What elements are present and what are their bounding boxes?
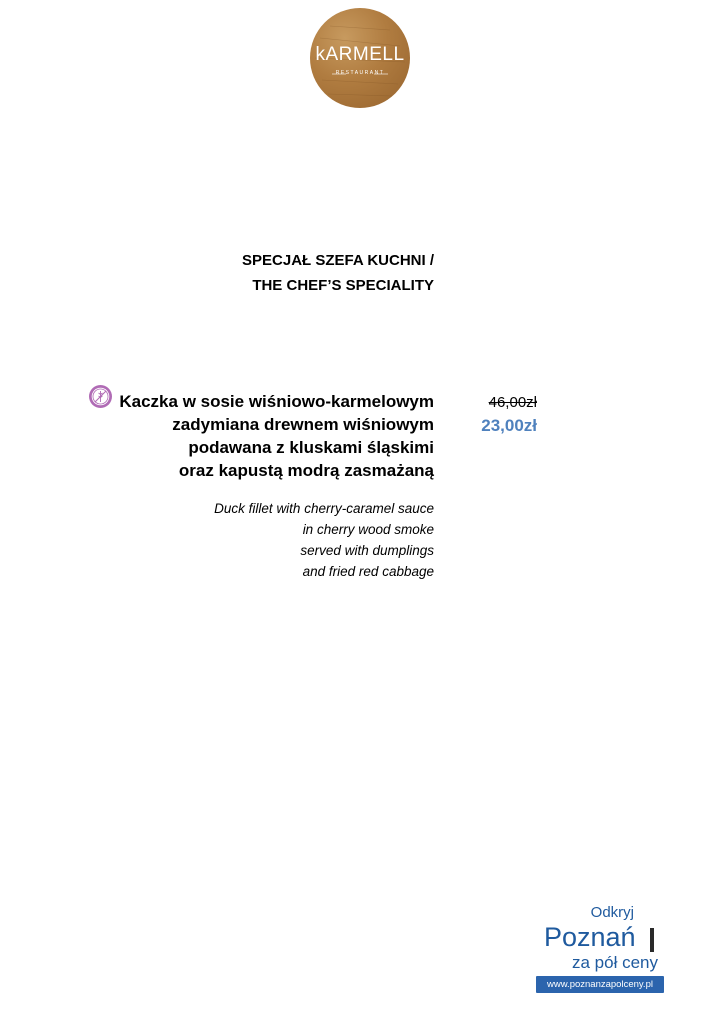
dish-pl-line: podawana z kluskami śląskimi <box>188 438 434 457</box>
promo-line-3: za pół ceny <box>572 953 658 972</box>
heading-line-1: SPECJAŁ SZEFA KUCHNI / <box>242 252 434 269</box>
promo-url: www.poznanzapolceny.pl <box>536 976 664 993</box>
dish-pl-line: zadymiana drewnem wiśniowym <box>172 415 434 434</box>
dish-name-polish <box>119 390 434 482</box>
dish-en-line: served with dumplings <box>300 543 434 558</box>
logo-subtitle: RESTAURANT <box>335 70 385 76</box>
dish-pl-line: Kaczka w sosie wiśniowo-karmelowym <box>119 392 434 411</box>
dish-pl-line: oraz kapustą modrą zasmażaną <box>178 461 434 480</box>
dish-description-english <box>214 498 434 582</box>
promo-line-2: Poznań <box>544 922 636 952</box>
gluten-free-icon <box>88 384 113 409</box>
dish-en-line: Duck fillet with cherry-caramel sauce <box>214 501 434 516</box>
price-new: 23,00zł <box>481 416 537 435</box>
promo-badge <box>530 898 670 998</box>
section-heading <box>242 248 434 298</box>
dish-en-line: and fried red cabbage <box>302 564 434 579</box>
dish-en-line: in cherry wood smoke <box>302 522 434 537</box>
heading-line-2: THE CHEF’S SPECIALITY <box>252 277 434 294</box>
promo-divider <box>650 928 654 952</box>
restaurant-logo <box>310 8 410 108</box>
logo-name: kARMELL <box>315 44 405 65</box>
price-old: 46,00zł <box>488 394 537 411</box>
promo-line-1: Odkryj <box>590 904 634 921</box>
